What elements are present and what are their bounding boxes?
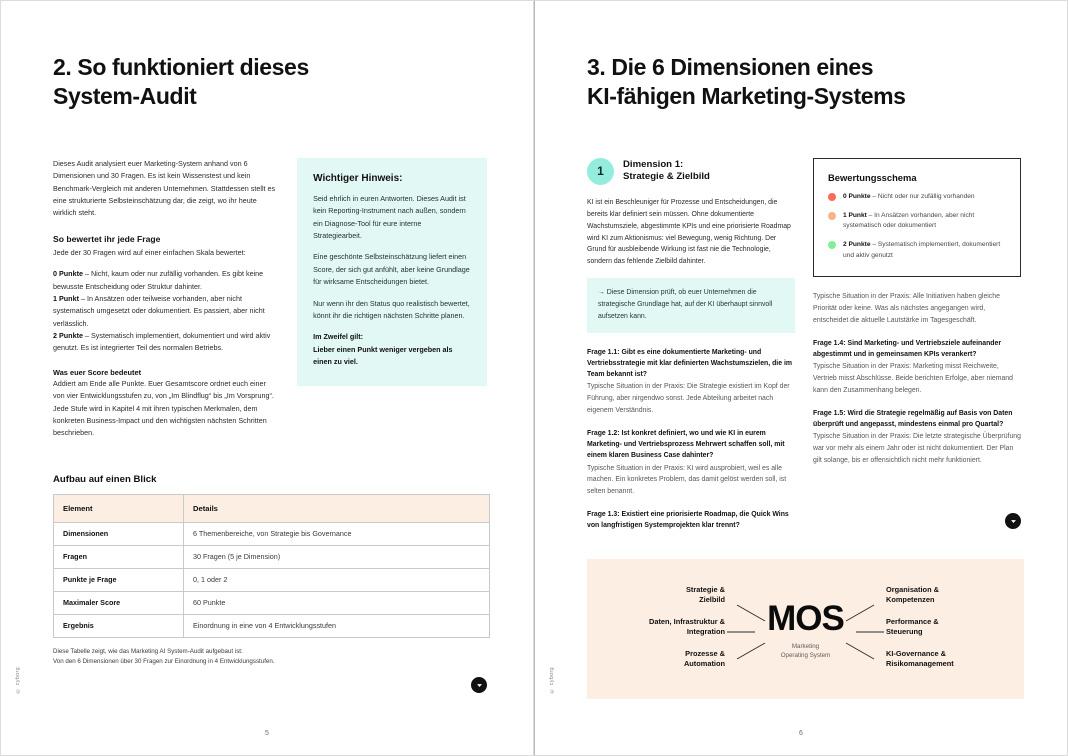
schema-item-label: 2 Punkte	[843, 240, 871, 248]
question-block	[813, 338, 1021, 397]
aufbau-table	[53, 494, 490, 638]
question-block	[813, 408, 1021, 467]
table-note	[53, 647, 413, 667]
question-text: Frage 1.5: Wird die Strategie regelmäßig auf Basis von Daten überprüft und angepasst, mindestens einmal pro Quartal?	[813, 409, 1013, 429]
dimension-callout: → Diese Dimension prüft, ob euer Unternehmen die strategische Grundlage hat, auf der KI überhaupt sinnvoll aufsetzen kann.	[587, 278, 795, 333]
question-block	[587, 428, 795, 498]
mos-label-daten	[615, 617, 725, 637]
hinweis-p1: Seid ehrlich in euren Antworten. Dieses Audit ist kein Reporting-Instrument nach außen, sondern ein Diagnose-Tool für eure interne Strategiearbeit.	[313, 193, 466, 240]
scale-item	[53, 330, 277, 355]
scale-label: 0 Punkte	[53, 269, 83, 279]
scale-item	[53, 268, 277, 293]
page-title-left	[53, 53, 487, 112]
schema-item	[828, 192, 1007, 203]
question-answer: Typische Situation in der Praxis: Marketing misst Reichweite, Vertrieb misst Abschlüsse. Beide berichten Erfolge, aber niemand kann den Zusammenhang belegen.	[813, 363, 1013, 394]
mos-label-line1: Strategie &	[685, 584, 725, 594]
scale-list	[53, 268, 277, 355]
schema-item-text	[843, 211, 1007, 232]
question-answer: Typische Situation in der Praxis: Die letzte strategische Überprüfung war vor mehr als einem Jahr oder ist nicht dokumentiert. Der Plan gilt solange, bis er offensichtlich nicht mehr funktioniert.	[813, 433, 1021, 464]
page-right	[534, 0, 1068, 756]
mos-label-line1: KI-Governance &	[886, 648, 946, 658]
table-col-element: Element	[54, 494, 184, 522]
dimension-number-badge: 1	[587, 158, 614, 185]
mos-label-governance	[886, 649, 996, 669]
left-columns	[53, 158, 487, 440]
hinweis-p4-line2: Lieber einen Punkt weniger vergeben als	[313, 344, 453, 354]
mos-label-line2: Zielbild	[699, 594, 725, 604]
scoring-intro: Jede der 30 Fragen wird auf einer einfachen Skala bewertet:	[53, 247, 246, 257]
hinweis-p4-line3: einen zu viel.	[313, 357, 358, 366]
table-cell-value: Einordnung in eine von 4 Entwicklungsstufen	[184, 614, 490, 637]
schema-item-desc: – Systematisch implementiert, dokumentiert und aktiv genutzt	[843, 240, 1001, 259]
question-text: Frage 1.3: Existiert eine priorisierte Roadmap, die Quick Wins von langfristigen Systemprojekten klar trennt?	[587, 511, 789, 530]
mos-label-line2: Risikomanagement	[886, 658, 954, 668]
dimension-paragraph: KI ist ein Beschleuniger für Prozesse und Entscheidungen, die bereits klar definiert sein müssen. Ohne dokumentierte Wachstumsziele, abgestimmte KPIs und eine priorisierte Roadmap wird KI zum Aktionismus: viel Bewegung, wenig Richtung. Der Grund für ausbleibende Wirkung ist fast nie die Technologie, sondern das fehlende Zielbild dahinter.	[587, 198, 791, 266]
table-row	[54, 568, 490, 591]
right-columns	[587, 158, 1021, 543]
table-cell-value: 30 Fragen (5 je Dimension)	[184, 545, 490, 568]
mos-diagram	[587, 559, 1024, 699]
question-answer: Typische Situation in der Praxis: Alle Initiativen haben gleiche Priorität oder keine. Was als nächstes angegangen wird, entscheidet die aktuelle Lautstärke im Tagesgeschäft.	[813, 293, 1000, 324]
mos-label-line2: Automation	[683, 658, 725, 668]
table-note-line1: Diese Tabelle zeigt, wie das Marketing AI System-Audit aufgebaut ist:	[53, 647, 243, 655]
table-cell-key: Punkte je Frage	[54, 568, 184, 591]
mos-label-organisation	[886, 585, 996, 605]
dimension-name: Strategie & Zielbild	[623, 171, 710, 183]
dimension-label: Dimension 1:	[623, 158, 684, 170]
intro-paragraph: Dieses Audit analysiert euer Marketing-System anhand von 6 Dimensionen und 30 Fragen. Es ist kein Wissenstest und kein Benchmark-Vergleich mit anderen Unternehmen. Stattdessen stellt es eine strukturierte Selbsteinschätzung dar, die zeigt, wo ihr heute wirklich steht.	[53, 158, 276, 218]
mos-label-line2: Integration	[686, 626, 725, 636]
table-cell-key: Maximaler Score	[54, 591, 184, 614]
table-cell-value: 0, 1 oder 2	[184, 568, 490, 591]
score-dot-red	[828, 193, 836, 201]
scale-text: – Systematisch implementiert, dokumentiert und wird aktiv genutzt. Es ist integrierter Teil des normalen Betriebs.	[53, 331, 271, 353]
mos-subtitle-line2: Operating System	[780, 651, 831, 659]
schema-column	[813, 158, 1021, 478]
table-row	[54, 522, 490, 545]
table-cell-key: Dimensionen	[54, 522, 184, 545]
schema-item-label: 0 Punkte	[843, 192, 871, 200]
table-cell-key: Fragen	[54, 545, 184, 568]
mos-label-prozesse	[615, 649, 725, 669]
question-block	[587, 509, 795, 531]
page-title-left-line1: 2. So funktioniert dieses	[53, 54, 309, 80]
schema-heading: Bewertungsschema	[828, 171, 917, 183]
page-title-left-line2: System-Audit	[53, 83, 197, 110]
schema-item-text	[843, 192, 975, 203]
page-title-right-line1: 3. Die 6 Dimensionen eines	[587, 54, 874, 80]
hinweis-p4-line1: Im Zweifel gilt:	[313, 332, 364, 342]
hinweis-heading: Wichtiger Hinweis:	[313, 172, 403, 184]
dimension-column	[587, 158, 795, 543]
table-cell-key: Ergebnis	[54, 614, 184, 637]
page-title-right-line2: KI-fähigen Marketing-Systems	[587, 83, 906, 110]
mos-label-line2: Kompetenzen	[886, 594, 935, 604]
page-title-right	[587, 53, 1021, 112]
dimension-header	[587, 158, 795, 185]
mos-label-line1: Prozesse &	[685, 648, 725, 658]
table-heading: Aufbau auf einen Blick	[53, 473, 157, 485]
scale-text: – Nicht, kaum oder nur zufällig vorhanden. Es gibt keine bewusste Entscheidung oder Struktur dahinter.	[53, 269, 264, 291]
schema-item-desc: – Nicht oder nur zufällig vorhanden	[870, 192, 975, 200]
schema-item-desc: – In Ansätzen vorhanden, aber nicht systematisch oder dokumentiert	[843, 211, 975, 230]
question-answer: Typische Situation in der Praxis: KI wird ausprobiert, weil es alle machen. Ein konkretes Problem, das damit gelöst werden soll, ist selten benannt.	[587, 464, 787, 496]
mos-label-line1: Organisation &	[886, 584, 939, 594]
question-block	[813, 291, 1021, 327]
schema-item-label: 1 Punkt	[843, 211, 867, 219]
score-heading: Was euer Score bedeutet	[53, 367, 142, 377]
scoring-heading: So bewertet ihr jede Frage	[53, 233, 161, 244]
chevron-down-icon[interactable]	[471, 677, 487, 693]
mos-label-line2: Steuerung	[886, 626, 923, 636]
score-dot-green	[828, 241, 836, 249]
question-answer: Typische Situation in der Praxis: Die Strategie existiert im Kopf der Führung, aber nirgendwo sonst. Jede Abteilung arbeitet nach eigenem Verständnis.	[587, 383, 790, 415]
table-row	[54, 591, 490, 614]
mos-label-line1: Performance &	[886, 616, 939, 626]
mos-label-line1: Daten, Infrastruktur &	[649, 616, 725, 626]
score-dot-orange	[828, 212, 836, 220]
hinweis-column	[297, 158, 487, 387]
hinweis-p2: Eine geschönte Selbsteinschätzung liefert einen Score, der sich gut anfühlt, aber keine Grundlage für wirksame Entscheidungen bietet.	[313, 252, 470, 287]
table-row	[54, 614, 490, 637]
table-col-details: Details	[184, 494, 490, 522]
question-text: Frage 1.2: Ist konkret definiert, wo und wie KI in eurem Marketing- und Vertriebsprozess Mehrwert schaffen soll, mit einem klaren Business Case dahinter?	[587, 429, 785, 460]
table-header-row	[54, 494, 490, 522]
schema-item	[828, 240, 1007, 261]
schema-item	[828, 211, 1007, 232]
scale-text: – In Ansätzen oder teilweise vorhanden, aber nicht systematisch umgesetzt oder dokumentiert. Es passiert, aber nicht verlässlich.	[53, 293, 265, 328]
hinweis-callout	[297, 158, 487, 387]
scale-label: 1 Punkt	[53, 293, 79, 303]
mos-label-strategie	[615, 585, 725, 605]
table-cell-value: 60 Punkte	[184, 591, 490, 614]
mos-subtitle-line1: Marketing	[791, 642, 820, 650]
scale-item	[53, 293, 277, 330]
left-text-column	[53, 158, 277, 440]
question-text: Frage 1.4: Sind Marketing- und Vertriebsziele aufeinander abgestimmt und in gemeinsamen KPIs verankert?	[813, 339, 1002, 359]
score-paragraph: Addiert am Ende alle Punkte. Euer Gesamtscore ordnet euch einer von vier Entwicklungsstufen zu, von „Im Blindflug“ bis „Im Vorsprung“. Jede Stufe wird in Kapitel 4 mit ihren typischen Merkmalen, dem konkreten Business-Impact und den wichtigsten nächsten Schritten beschrieben.	[53, 378, 274, 438]
schema-item-text	[843, 240, 1007, 261]
table-cell-value: 6 Themenbereiche, von Strategie bis Governance	[184, 522, 490, 545]
question-text: Frage 1.1: Gibt es eine dokumentierte Marketing- und Vertriebsstrategie mit klar definierten Wachstumszielen, die im Team bekannt ist?	[587, 348, 792, 379]
table-note-line2: Von den 6 Dimensionen über 30 Fragen zur Einordnung in 4 Entwicklungsstufen.	[53, 657, 275, 665]
bewertungsschema-box	[813, 158, 1021, 277]
hinweis-p3: Nur wenn ihr den Status quo realistisch bewertet, könnt ihr die richtigen nächsten Schritte planen.	[313, 298, 470, 320]
table-row	[54, 545, 490, 568]
mos-acronym: MOS	[767, 598, 844, 638]
page-number-right: 6	[799, 730, 803, 737]
dimension-title	[623, 159, 710, 184]
copyright-right: © cyborg	[549, 666, 555, 693]
chevron-down-icon[interactable]	[1005, 513, 1021, 529]
mos-label-performance	[886, 617, 996, 637]
question-block	[587, 347, 795, 417]
page-number-left: 5	[265, 730, 269, 737]
scale-label: 2 Punkte	[53, 331, 83, 340]
copyright-left: © cyborg	[15, 666, 21, 693]
